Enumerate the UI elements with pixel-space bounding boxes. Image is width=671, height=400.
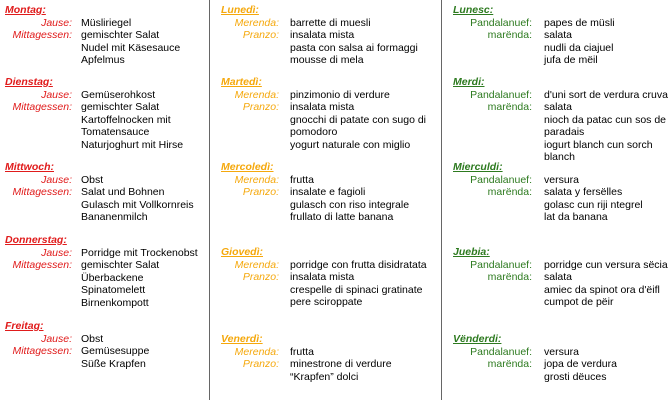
meal-items bbox=[279, 346, 441, 359]
meal-items bbox=[279, 358, 441, 383]
menu-item: Bananenmilch bbox=[81, 211, 148, 223]
menu-item: insalata mista bbox=[290, 101, 355, 113]
meal-row bbox=[210, 358, 441, 383]
day-title: Merdi: bbox=[453, 76, 485, 88]
menu-item: salata y fersëlles bbox=[544, 186, 623, 198]
menu-item: crespelle di spinaci gratinate bbox=[290, 283, 423, 296]
menu-item: Gulasch mit Vollkornreis bbox=[81, 198, 194, 211]
meal-label: Mittagessen: bbox=[12, 29, 72, 41]
day-title: Mercoledì: bbox=[221, 161, 274, 173]
meal-row bbox=[0, 29, 209, 67]
menu-item: gemischter Salat bbox=[81, 29, 160, 41]
day-block bbox=[210, 161, 441, 224]
menu-item: frutta bbox=[290, 173, 314, 186]
meal-row bbox=[210, 271, 441, 309]
meal-label: Pandalanuef: bbox=[470, 345, 532, 358]
meal-label: Merenda: bbox=[234, 16, 279, 29]
german-column bbox=[0, 0, 210, 400]
menu-item: Überbackene bbox=[81, 271, 144, 284]
menu-item: porridge con frutta disidratata bbox=[290, 258, 427, 271]
meal-row bbox=[210, 101, 441, 151]
day-title: Donnerstag: bbox=[5, 234, 67, 246]
meal-row bbox=[210, 186, 441, 224]
meal-items bbox=[279, 271, 441, 309]
meal-label: Pandalanuef: bbox=[470, 173, 532, 186]
menu-item: salata bbox=[544, 29, 573, 41]
menu-item: amiec da spinot ora d'ëifl bbox=[544, 283, 660, 296]
menu-item: blanch bbox=[544, 151, 575, 163]
meal-label: Pandalanuef: bbox=[470, 88, 532, 101]
meal-items bbox=[532, 29, 671, 67]
meal-label: Merenda: bbox=[234, 258, 279, 271]
meal-label: Merenda: bbox=[234, 88, 279, 101]
day-block bbox=[0, 234, 209, 309]
meal-label: Jause: bbox=[41, 332, 72, 345]
day-title: Dienstag: bbox=[5, 76, 53, 88]
meal-items bbox=[279, 101, 441, 151]
menu-item: “Krapfen” dolci bbox=[290, 370, 359, 383]
meal-row bbox=[210, 89, 441, 102]
menu-item: iogurt blanch cun sorch bbox=[544, 138, 653, 151]
meal-label: Pranzo: bbox=[242, 101, 279, 113]
menu-item: jopa de verdura bbox=[544, 358, 617, 370]
menu-item: gemischter Salat bbox=[81, 101, 160, 113]
meal-items bbox=[279, 259, 441, 272]
menu-item: gemischter Salat bbox=[81, 259, 160, 271]
meal-row bbox=[0, 186, 209, 224]
meal-items bbox=[532, 358, 671, 383]
menu-item: Obst bbox=[81, 173, 104, 186]
meal-row bbox=[0, 259, 209, 309]
meal-row bbox=[0, 333, 209, 346]
menu-item: yogurt naturale con miglio bbox=[290, 138, 411, 151]
menu-item: nudli da ciajuel bbox=[544, 41, 614, 54]
day-block bbox=[0, 4, 209, 67]
meal-row bbox=[442, 29, 671, 67]
menu-item: frullato di latte banana bbox=[290, 211, 394, 223]
menu-item: porridge cun versura sëcia bbox=[544, 258, 668, 271]
meal-row bbox=[0, 89, 209, 102]
day-title: Lunesc: bbox=[453, 4, 494, 16]
menu-item: Gemüserohkost bbox=[81, 88, 156, 101]
menu-item: pasta con salsa ai formaggi bbox=[290, 41, 418, 54]
menu-item: Salat und Bohnen bbox=[81, 186, 165, 198]
menu-item: Apfelmus bbox=[81, 54, 125, 66]
menu-item: versura bbox=[544, 345, 580, 358]
meal-label: Mittagessen: bbox=[12, 259, 72, 271]
day-title: Giovedì: bbox=[221, 246, 264, 258]
meal-items bbox=[532, 101, 671, 164]
meal-label: Jause: bbox=[41, 173, 72, 186]
meal-items bbox=[279, 17, 441, 30]
day-block bbox=[210, 246, 441, 309]
day-block bbox=[442, 76, 671, 164]
day-title: Lunedì: bbox=[221, 4, 259, 16]
meal-row bbox=[210, 259, 441, 272]
meal-label: Mittagessen: bbox=[12, 345, 72, 357]
meal-items bbox=[72, 345, 209, 370]
day-block bbox=[210, 4, 441, 67]
meal-items bbox=[532, 89, 671, 102]
menu-item: Naturjoghurt mit Hirse bbox=[81, 138, 184, 151]
meal-label: marënda: bbox=[487, 186, 532, 198]
meal-items bbox=[72, 17, 209, 30]
menu-item: Gemüsesuppe bbox=[81, 345, 150, 357]
menu-item: Müsliriegel bbox=[81, 16, 132, 29]
meal-row bbox=[442, 186, 671, 224]
meal-label: Jause: bbox=[41, 16, 72, 29]
menu-item: pinzimonio di verdure bbox=[290, 88, 390, 101]
meal-items bbox=[72, 247, 209, 260]
menu-item: lat da banana bbox=[544, 211, 608, 223]
menu-item: gulasch con riso integrale bbox=[290, 198, 410, 211]
day-title: Venerdì: bbox=[221, 333, 263, 345]
meal-items bbox=[72, 333, 209, 346]
day-title: Mittwoch: bbox=[5, 161, 54, 173]
day-title: Freitag: bbox=[5, 320, 44, 332]
meal-label: marënda: bbox=[487, 271, 532, 283]
meal-items bbox=[532, 346, 671, 359]
meal-row bbox=[0, 17, 209, 30]
menu-item: pomodoro bbox=[290, 126, 338, 138]
ladin-column bbox=[442, 0, 671, 400]
meal-items bbox=[532, 259, 671, 272]
menu-item: Porridge mit Trockenobst bbox=[81, 246, 198, 259]
meal-row bbox=[210, 29, 441, 67]
meal-label: Pranzo: bbox=[242, 186, 279, 198]
meal-label: Pranzo: bbox=[242, 271, 279, 283]
menu-item: cumpot de pëir bbox=[544, 296, 614, 308]
day-block bbox=[0, 76, 209, 151]
meal-items bbox=[72, 89, 209, 102]
meal-row bbox=[0, 247, 209, 260]
menu-item: jufa de mëil bbox=[544, 54, 598, 66]
italian-column bbox=[210, 0, 442, 400]
menu-item: Süße Krapfen bbox=[81, 357, 146, 370]
meal-label: Pandalanuef: bbox=[470, 16, 532, 29]
meal-row bbox=[442, 101, 671, 164]
day-title: Montag: bbox=[5, 4, 46, 16]
meal-items bbox=[532, 17, 671, 30]
meal-items bbox=[72, 174, 209, 187]
menu-item: d'uni sort de verdura cruva bbox=[544, 88, 668, 101]
menu-item: insalate e fagioli bbox=[290, 186, 366, 198]
meal-label: Merenda: bbox=[234, 345, 279, 358]
day-block bbox=[0, 320, 209, 370]
meal-label: marënda: bbox=[487, 29, 532, 41]
meal-items bbox=[72, 29, 209, 67]
menu-item: mousse di mela bbox=[290, 54, 364, 66]
menu-item: salata bbox=[544, 101, 573, 113]
menu-item: golasc cun riji ntegrel bbox=[544, 198, 643, 211]
menu-item: grosti dëuces bbox=[544, 370, 607, 383]
menu-item: barrette di muesli bbox=[290, 16, 371, 29]
meal-items bbox=[279, 89, 441, 102]
menu-item: insalata mista bbox=[290, 29, 355, 41]
menu-item: pere sciroppate bbox=[290, 296, 363, 308]
meal-row bbox=[0, 101, 209, 151]
meal-row bbox=[210, 174, 441, 187]
meal-label: Pranzo: bbox=[242, 358, 279, 370]
menu-item: insalata mista bbox=[290, 271, 355, 283]
meal-items bbox=[279, 186, 441, 224]
meal-label: Jause: bbox=[41, 246, 72, 259]
day-block bbox=[442, 161, 671, 224]
meal-items bbox=[279, 29, 441, 67]
meal-items bbox=[532, 186, 671, 224]
day-title: Vënderdi: bbox=[453, 333, 502, 345]
meal-label: Merenda: bbox=[234, 173, 279, 186]
day-block bbox=[442, 333, 671, 383]
meal-row bbox=[442, 259, 671, 272]
day-block bbox=[210, 76, 441, 151]
day-block bbox=[442, 4, 671, 67]
meal-row bbox=[442, 174, 671, 187]
meal-label: Mittagessen: bbox=[12, 186, 72, 198]
menu-item: Spinatomelett bbox=[81, 284, 146, 296]
menu-item: Tomatensauce bbox=[81, 126, 150, 138]
menu-item: gnocchi di patate con sugo di bbox=[290, 113, 427, 126]
meal-row bbox=[442, 346, 671, 359]
menu-item: salata bbox=[544, 271, 573, 283]
day-title: Martedì: bbox=[221, 76, 262, 88]
meal-items bbox=[532, 174, 671, 187]
meal-row bbox=[442, 271, 671, 309]
meal-row bbox=[0, 174, 209, 187]
day-title: Mierculdi: bbox=[453, 161, 503, 173]
meal-items bbox=[72, 101, 209, 151]
meal-row bbox=[210, 17, 441, 30]
meal-items bbox=[279, 174, 441, 187]
meal-label: Jause: bbox=[41, 88, 72, 101]
meal-row bbox=[0, 345, 209, 370]
menu-item: paradais bbox=[544, 126, 585, 138]
meal-label: Mittagessen: bbox=[12, 101, 72, 113]
menu-item: papes de müsli bbox=[544, 16, 615, 29]
day-title: Juebia: bbox=[453, 246, 490, 258]
meal-items bbox=[72, 186, 209, 224]
menu-item: versura bbox=[544, 173, 580, 186]
day-block bbox=[0, 161, 209, 224]
meal-label: Pranzo: bbox=[242, 29, 279, 41]
meal-row bbox=[210, 346, 441, 359]
day-block bbox=[210, 333, 441, 383]
meal-items bbox=[72, 259, 209, 309]
meal-label: Pandalanuef: bbox=[470, 258, 532, 271]
menu-item: nioch da patac cun sos de bbox=[544, 113, 667, 126]
meal-row bbox=[442, 17, 671, 30]
menu-item: minestrone di verdure bbox=[290, 358, 392, 370]
meal-items bbox=[532, 271, 671, 309]
day-block bbox=[442, 246, 671, 309]
meal-label: marënda: bbox=[487, 358, 532, 370]
menu-item: Obst bbox=[81, 332, 104, 345]
meal-label: marënda: bbox=[487, 101, 532, 113]
menu-item: Birnenkompott bbox=[81, 296, 149, 309]
menu-item: Nudel mit Käsesauce bbox=[81, 41, 181, 54]
menu-item: Kartoffelnocken mit bbox=[81, 113, 171, 126]
meal-row bbox=[442, 89, 671, 102]
meal-row bbox=[442, 358, 671, 383]
menu-item: frutta bbox=[290, 345, 314, 358]
